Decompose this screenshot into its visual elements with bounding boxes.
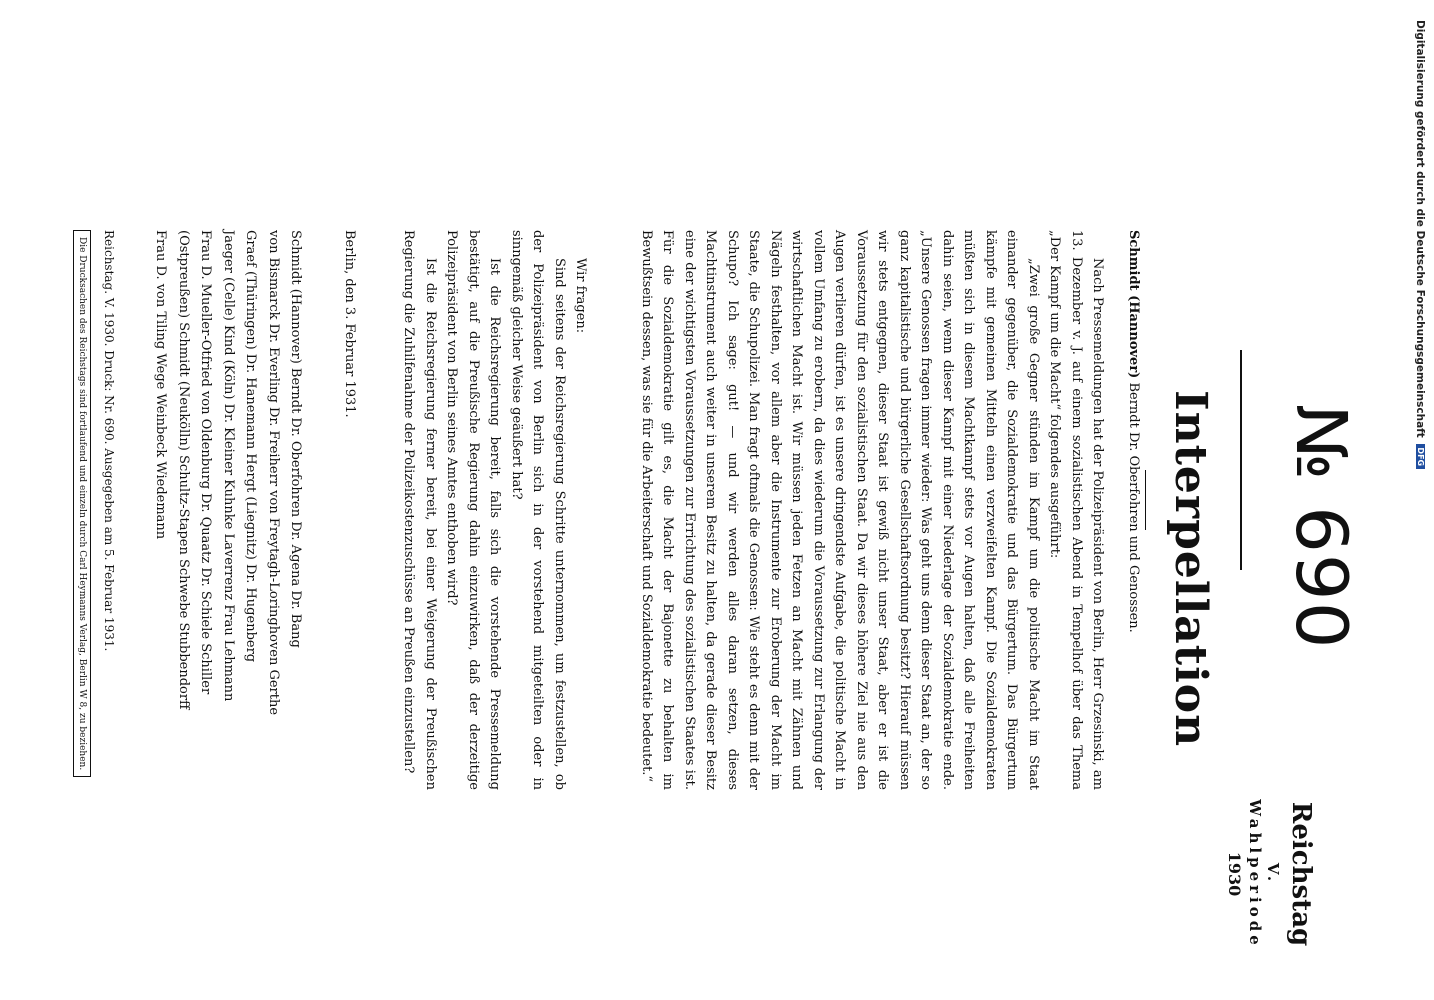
document-header: [1104, 0, 1414, 1000]
signatory-line: Jaeger (Celle) Kind (Köln) Dr. Kleiner Kuhnke Laverrenz Frau Lehmann: [221, 230, 236, 702]
wahlperiode-label: V. Wahlperiode: [1246, 799, 1282, 949]
quote-paragraph: „Zwei große Gegner stünden im Kampf um die politische Macht im Staat einander gegenüber, die Sozialdemokratie und das Bürgertum. Das Bürgertum kämpfe mit gemeinen Mitteln einen verzweifelten Kampf. Die Sozialdemokraten müßten sich in diesem Machtkampf stets vor Augen halten, daß alle Freiheiten dahin seien, wenn dieser Kampf mit einer Niederlage der Sozialdemokratie ende. „Unsere Genossen fragen immer wieder: Was geht uns denn dieser Staat an, der so ganz kapitalistische und bürgerliche Gesellschaftsordnung besitzt? Hierauf müssen wir stets entgegnen, dieser Staat ist gewiß nicht unser Staat, aber er ist die Voraussetzung für den sozialistischen Staat. Da wir dieses höhere Ziel nie aus den Augen verlieren dürfen, ist es unsere dringendste Aufgabe, die politische Macht in vollem Umfang zu erobern, da dies wiederum die Voraussetzung zur Erlangung der wirtschaftlichen Macht ist. Wir müssen jeden Fetzen an Macht mit Zähnen und Nägeln festhalten, vor allem aber die Instrumente zur Eroberung der Macht im Staate, die Schupolizei. Man fragt oftmals die Genossen: Wie steht es denn mit der Schupo? Ich sage: gut! — und wir werden alles daran setzen, dieses Machtinstrument auch weiter in unserem Besitz zu halten, da gerade dieser Besitz eine der wichtigsten Voraussetzungen zur Errichtung des sozialistischen Staates ist. Für die Sozialdemokratie gilt es, die Macht der Bajonette zu behalten im Bewußtsein dessen, was sie für die Arbeiterschaft und Sozialdemokratie bedeutet.“: [639, 230, 1041, 790]
authors-lead: Schmidt (Hannover): [1126, 230, 1141, 379]
question-3: Ist die Reichsregierung ferner bereit, bei einer Weigerung der Preußischen Regierung die Zuhilfenahme der Polizeikostenzuschüsse an Preußen einzustellen?: [401, 230, 438, 790]
signatory-line: von Bismarck Dr. Everling Dr. Freiherr von Freytagh-Loringhoven Gerthe: [266, 230, 281, 716]
spacer: [360, 230, 398, 790]
signatory-line: Frau D. von Tiling Wege Weinbeck Wiedemann: [153, 230, 169, 540]
year-label: 1930: [1225, 851, 1244, 897]
document-kind-title: Interpellation: [1165, 390, 1216, 748]
date-line: Berlin, den 3. Februar 1931.: [342, 230, 357, 418]
question-2: Ist die Reichsregierung bereit, falls sich die vorstehende Pressemeldung bestätigt, auf die Preußische Regierung dahin einzuwirken, daß der derzeitige Polizeipräsident von Berlin seines Amtes enthoben wird?: [444, 230, 503, 790]
signatory-line: Frau D. Mueller-Otfried von Oldenburg Dr. Quaatz Dr. Schiele Schiller: [198, 230, 214, 695]
signatory-line: Schmidt (Hannover) Berndt Dr. Oberfohren Dr. Agena Dr. Bang: [288, 230, 304, 648]
signatories-list: [149, 230, 307, 790]
document-body: [73, 230, 1144, 790]
document-number: № 690: [1280, 404, 1362, 650]
dfg-logo: DFG: [1416, 444, 1425, 469]
print-footer: Reichstag. V. 1930. Druck: Nr. 690. Ausgegeben am 5. Februar 1931.: [102, 230, 116, 652]
reichstag-block: [1225, 784, 1316, 964]
authors-rest: Berndt Dr. Oberfohren und Genossen.: [1126, 382, 1141, 633]
title-divider: [1145, 470, 1146, 530]
questions-intro: Wir fragen:: [573, 258, 589, 334]
intro-paragraph: Nach Pressemeldungen hat der Polizeipräsident von Berlin, Herr Grzesinski, am 13. Dezember v. J. auf einem sozialistischen Abend in Tempelhof über das Thema „Der Kampf um die Macht“ folgendes ausgeführt:: [1047, 230, 1106, 790]
spacer: [598, 230, 636, 790]
header-divider: [1240, 350, 1242, 570]
signatory-line: (Ostpreußen) Schmidt (Neukölln) Schultz-Stapen Schwebe Stubbendorff: [176, 230, 191, 710]
digitization-note: [1414, 20, 1426, 469]
signatory-line: Graef (Thüringen) Dr. Hanemann Hergt (Liegnitz) Dr. Hugenberg: [243, 230, 259, 663]
digitization-text: Digitalisierung gefördert durch die Deutsche Forschungsgemeinschaft: [1414, 20, 1426, 438]
publisher-note: Die Drucksachen des Reichstags sind fortlaufend und einzeln durch Carl Heymanns Verlag, Berlin W 8, zu beziehen.: [74, 230, 92, 777]
authors-line: [1123, 230, 1145, 790]
reichstag-title: Reichstag: [1286, 801, 1316, 947]
question-1: Sind seitens der Reichsregierung Schritte unternommen, um festzustellen, ob der Polizeipräsident von Berlin sich in der vorstehend mitgeteilten oder in sinngemäß gleicher Weise geäußert hat?: [509, 230, 567, 790]
